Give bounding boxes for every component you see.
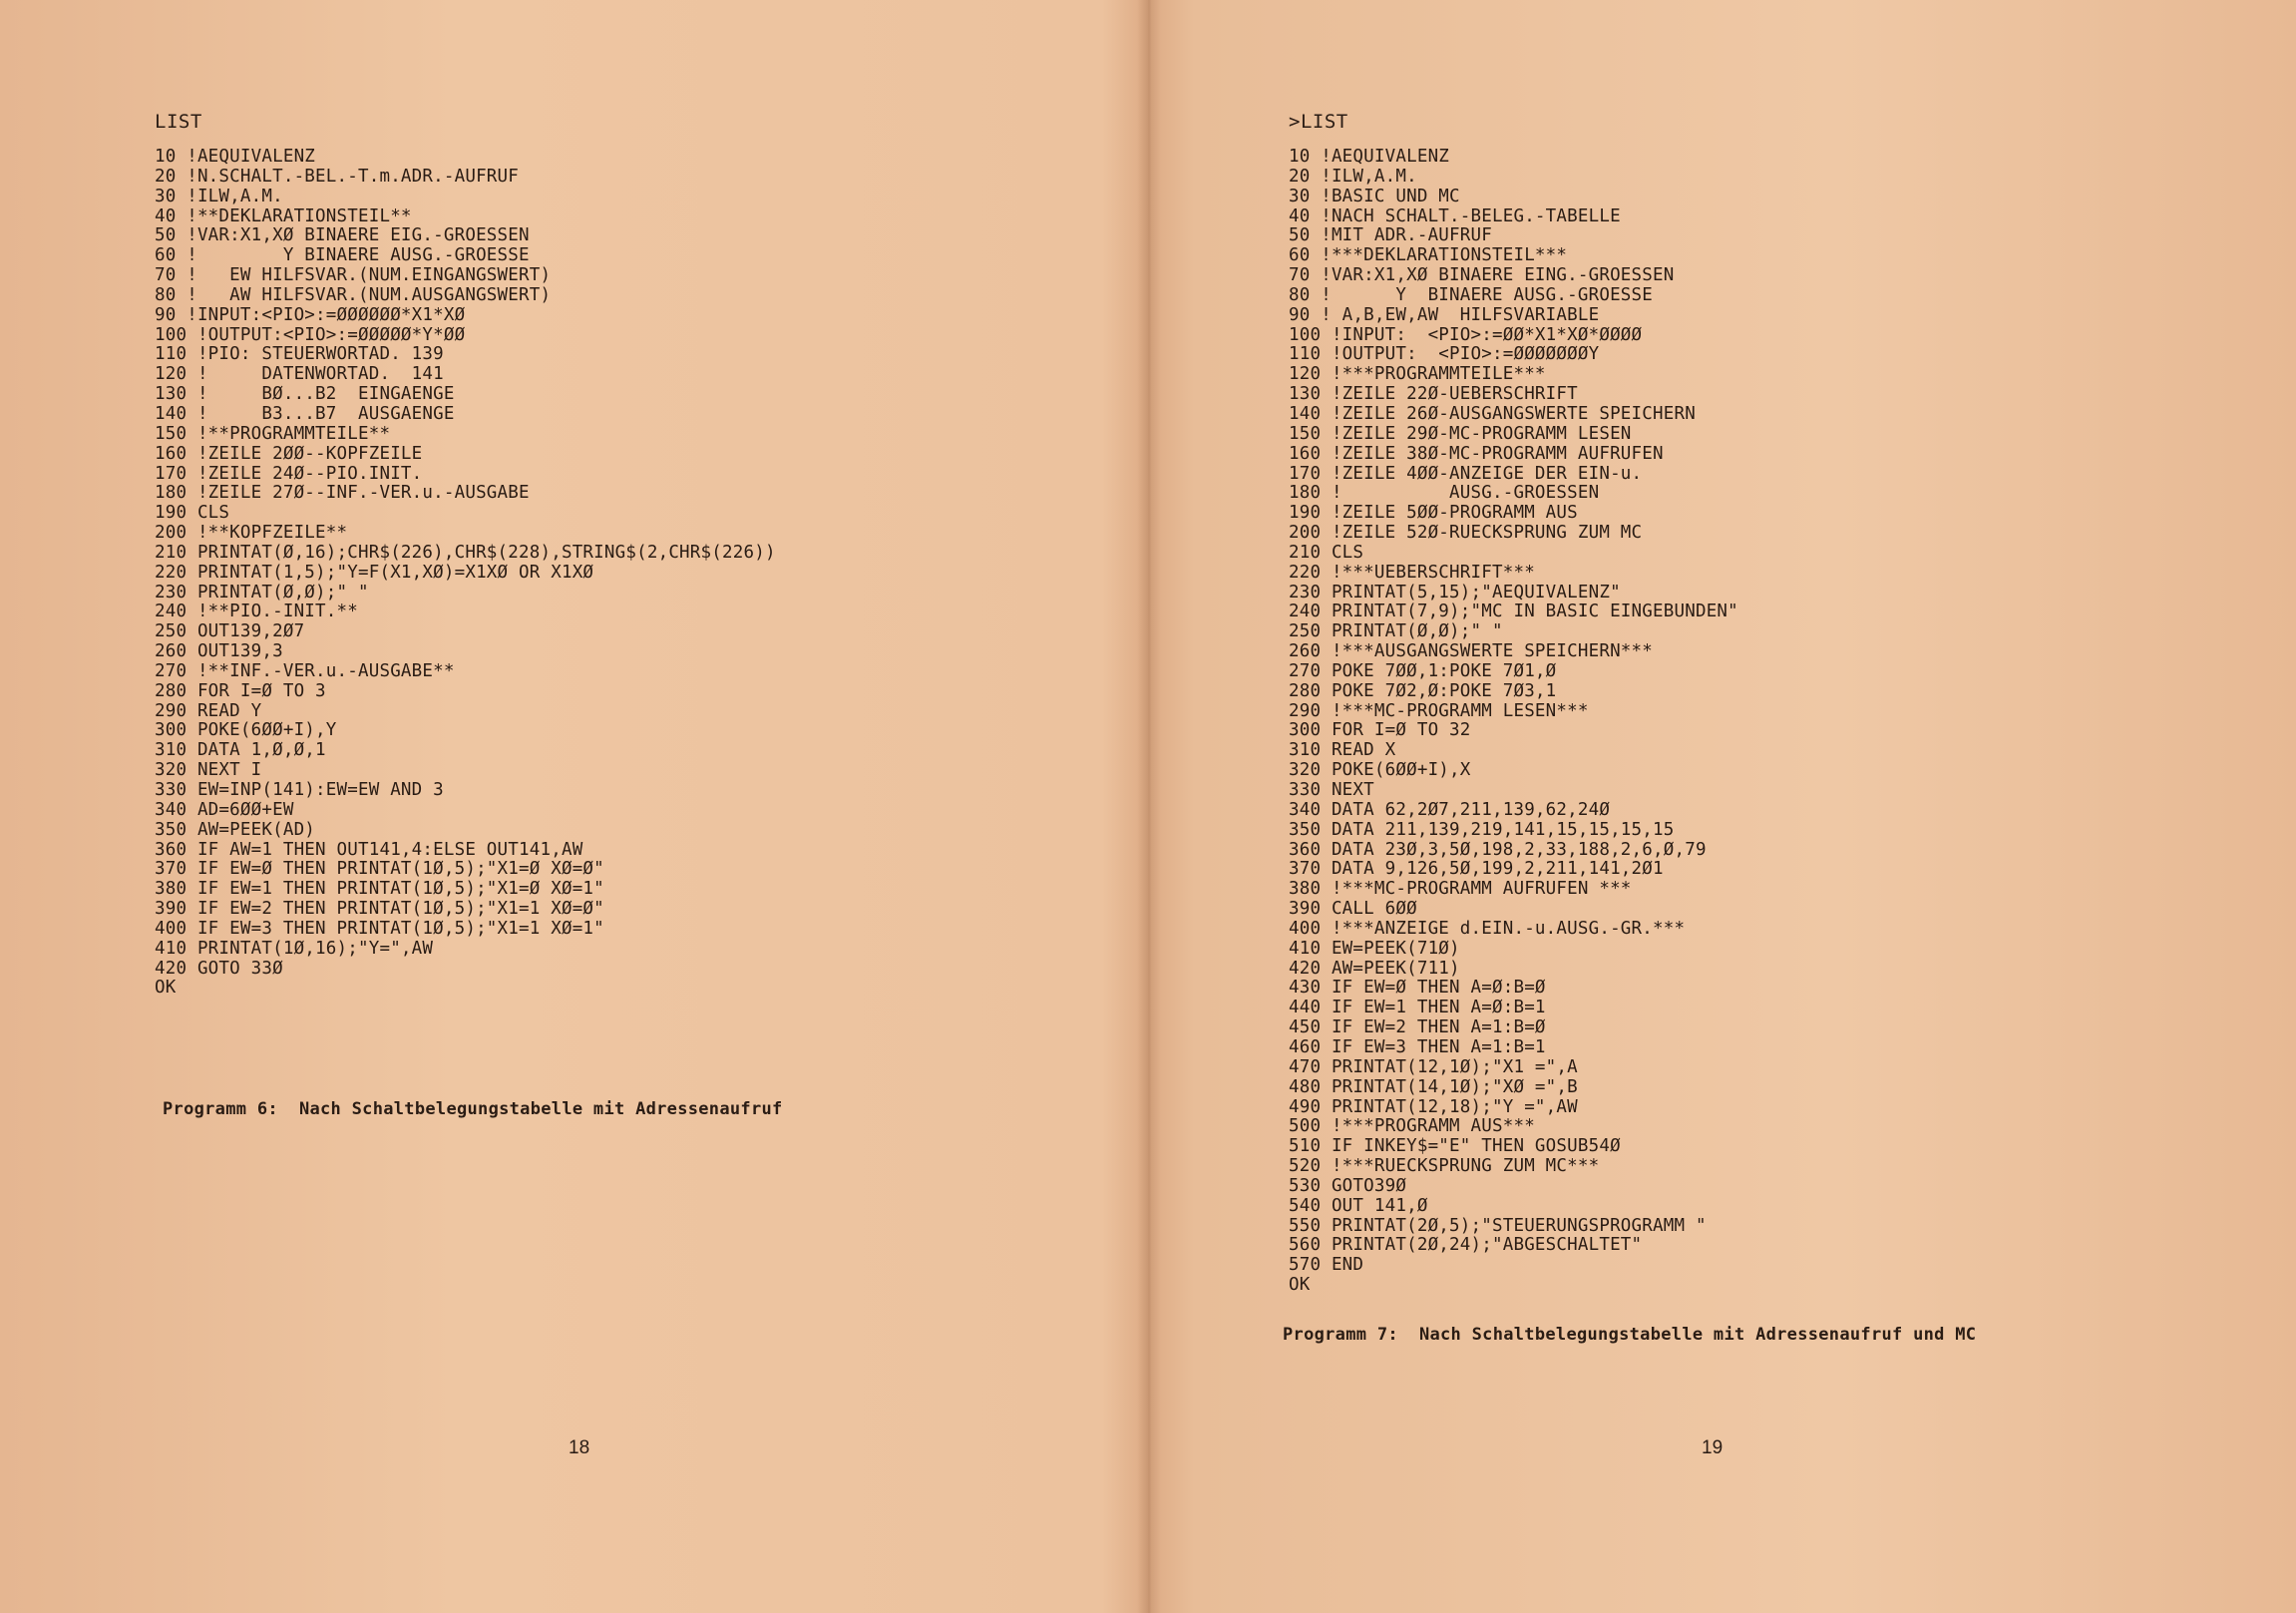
left-list-header: LIST	[155, 111, 202, 133]
code-line: 50 !VAR:X1,XØ BINAERE EIG.-GROESSEN	[155, 225, 530, 246]
code-line: 360 DATA 23Ø,3,5Ø,198,2,33,188,2,6,Ø,79	[1289, 839, 1707, 860]
code-line: 190 !ZEILE 5ØØ-PROGRAMM AUS	[1289, 503, 1578, 524]
code-line: 160 !ZEILE 2ØØ--KOPFZEILE	[155, 443, 423, 464]
code-line: 240 !**PIO.-INIT.**	[155, 602, 358, 622]
code-line: 210 PRINTAT(Ø,16);CHR$(226),CHR$(228),STRING$(2,CHR$(226))	[155, 542, 776, 563]
code-line: 40 !**DEKLARATIONSTEIL**	[155, 205, 412, 226]
code-line: 380 !***MC-PROGRAMM AUFRUFEN ***	[1289, 879, 1632, 900]
code-line: 520 !***RUECKSPRUNG ZUM MC***	[1289, 1156, 1600, 1177]
code-line: 140 !ZEILE 26Ø-AUSGANGSWERTE SPEICHERN	[1289, 403, 1696, 424]
code-line: 180 !ZEILE 27Ø--INF.-VER.u.-AUSGABE	[155, 483, 530, 504]
code-line: 310 DATA 1,Ø,Ø,1	[155, 740, 326, 761]
right-page	[1149, 0, 2296, 1613]
code-line: 60 !***DEKLARATIONSTEIL***	[1289, 245, 1568, 266]
code-line: 490 PRINTAT(12,18);"Y =",AW	[1289, 1096, 1578, 1117]
code-line: 480 PRINTAT(14,1Ø);"XØ =",B	[1289, 1076, 1578, 1097]
code-line: 370 IF EW=Ø THEN PRINTAT(1Ø,5);"X1=Ø XØ=Ø"	[155, 859, 604, 880]
code-line: 130 !ZEILE 22Ø-UEBERSCHRIFT	[1289, 384, 1578, 405]
code-line: 430 IF EW=Ø THEN A=Ø:B=Ø	[1289, 978, 1546, 999]
code-line: 10 !AEQUIVALENZ	[1289, 147, 1450, 167]
code-line: 260 !***AUSGANGSWERTE SPEICHERN***	[1289, 641, 1654, 662]
code-line: 210 CLS	[1289, 542, 1364, 563]
code-line: 570 END	[1289, 1255, 1364, 1276]
code-line: 440 IF EW=1 THEN A=Ø:B=1	[1289, 998, 1546, 1018]
code-line: 350 DATA 211,139,219,141,15,15,15,15	[1289, 819, 1675, 840]
code-line: 160 !ZEILE 38Ø-MC-PROGRAMM AUFRUFEN	[1289, 443, 1664, 464]
code-line: 60 ! Y BINAERE AUSG.-GROESSE	[155, 245, 530, 266]
code-line: 110 !OUTPUT: <PIO>:=ØØØØØØØY	[1289, 344, 1600, 365]
code-line: 320 NEXT I	[155, 760, 262, 781]
code-line: 470 PRINTAT(12,1Ø);"X1 =",A	[1289, 1056, 1578, 1077]
code-line: 70 !VAR:X1,XØ BINAERE EING.-GROESSEN	[1289, 265, 1675, 286]
code-line: 250 PRINTAT(Ø,Ø);" "	[1289, 621, 1503, 642]
code-line: 420 GOTO 33Ø	[155, 958, 283, 979]
code-line: 30 !ILW,A.M.	[155, 186, 283, 206]
code-line: 540 OUT 141,Ø	[1289, 1195, 1428, 1216]
code-line: 340 AD=6ØØ+EW	[155, 799, 294, 820]
right-program-caption: Programm 7: Nach Schaltbelegungstabelle mit Adressenaufruf und MC	[1283, 1325, 1977, 1345]
code-line: 340 DATA 62,2Ø7,211,139,62,24Ø	[1289, 799, 1611, 820]
code-line: 80 ! Y BINAERE AUSG.-GROESSE	[1289, 284, 1654, 305]
left-page-number: 18	[569, 1437, 590, 1458]
code-line: 170 !ZEILE 4ØØ-ANZEIGE DER EIN-u.	[1289, 463, 1643, 484]
code-line: 450 IF EW=2 THEN A=1:B=Ø	[1289, 1017, 1546, 1038]
code-line: 40 !NACH SCHALT.-BELEG.-TABELLE	[1289, 205, 1621, 226]
code-line: 150 !ZEILE 29Ø-MC-PROGRAMM LESEN	[1289, 423, 1632, 444]
code-line: 20 !N.SCHALT.-BEL.-T.m.ADR.-AUFRUF	[155, 166, 520, 187]
code-line: 100 !INPUT: <PIO>:=ØØ*X1*XØ*ØØØØ	[1289, 324, 1643, 345]
right-code-listing	[1289, 148, 1738, 1296]
code-line: 120 ! DATENWORTAD. 141	[155, 364, 444, 385]
code-line: 320 POKE(6ØØ+I),X	[1289, 760, 1471, 781]
code-line: 460 IF EW=3 THEN A=1:B=1	[1289, 1036, 1546, 1057]
code-line: 230 PRINTAT(Ø,Ø);" "	[155, 582, 369, 603]
code-line: 280 POKE 7Ø2,Ø:POKE 7Ø3,1	[1289, 680, 1557, 701]
code-line: 230 PRINTAT(5,15);"AEQUIVALENZ"	[1289, 582, 1621, 603]
code-line: 110 !PIO: STEUERWORTAD. 139	[155, 344, 444, 365]
code-line: 170 !ZEILE 24Ø--PIO.INIT.	[155, 463, 423, 484]
code-line: 280 FOR I=Ø TO 3	[155, 680, 326, 701]
code-line: 310 READ X	[1289, 740, 1396, 761]
code-line: 250 OUT139,2Ø7	[155, 621, 305, 642]
code-line: 270 POKE 7ØØ,1:POKE 7Ø1,Ø	[1289, 660, 1557, 681]
code-line: 300 POKE(6ØØ+I),Y	[155, 720, 337, 741]
right-list-header: >LIST	[1289, 111, 1348, 133]
code-line: 260 OUT139,3	[155, 641, 283, 662]
code-line: 530 GOTO39Ø	[1289, 1175, 1407, 1196]
code-line: 420 AW=PEEK(711)	[1289, 958, 1460, 979]
code-line: 500 !***PROGRAMM AUS***	[1289, 1116, 1535, 1137]
code-line: 390 CALL 6ØØ	[1289, 899, 1417, 920]
code-line: 410 PRINTAT(1Ø,16);"Y=",AW	[155, 938, 434, 959]
left-page	[0, 0, 1147, 1613]
code-line: 390 IF EW=2 THEN PRINTAT(1Ø,5);"X1=1 XØ=Ø"	[155, 899, 604, 920]
code-line: 400 IF EW=3 THEN PRINTAT(1Ø,5);"X1=1 XØ=1"	[155, 918, 604, 939]
code-line: 10 !AEQUIVALENZ	[155, 147, 316, 167]
code-line: 130 ! BØ...B2 EINGAENGE	[155, 384, 455, 405]
code-line: 100 !OUTPUT:<PIO>:=ØØØØØ*Y*ØØ	[155, 324, 466, 345]
code-line: 510 IF INKEY$="E" THEN GOSUB54Ø	[1289, 1136, 1621, 1157]
code-line: 90 ! A,B,EW,AW HILFSVARIABLE	[1289, 304, 1600, 325]
left-program-caption: Programm 6: Nach Schaltbelegungstabelle mit Adressenaufruf	[163, 1099, 783, 1119]
code-line: 150 !**PROGRAMMTEILE**	[155, 423, 391, 444]
code-line: 200 !**KOPFZEILE**	[155, 523, 348, 544]
code-line: 240 PRINTAT(7,9);"MC IN BASIC EINGEBUNDEN"	[1289, 602, 1738, 622]
code-line: 360 IF AW=1 THEN OUT141,4:ELSE OUT141,AW	[155, 839, 583, 860]
code-line: 290 !***MC-PROGRAMM LESEN***	[1289, 700, 1589, 721]
code-line: 370 DATA 9,126,5Ø,199,2,211,141,2Ø1	[1289, 859, 1664, 880]
left-code-listing	[155, 148, 776, 999]
code-line: 400 !***ANZEIGE d.EIN.-u.AUSG.-GR.***	[1289, 918, 1686, 939]
code-line: 290 READ Y	[155, 700, 262, 721]
code-line: OK	[1289, 1275, 1311, 1296]
code-line: 80 ! AW HILFSVAR.(NUM.AUSGANGSWERT)	[155, 284, 552, 305]
code-line: 410 EW=PEEK(71Ø)	[1289, 938, 1460, 959]
code-line: 30 !BASIC UND MC	[1289, 186, 1460, 206]
code-line: 550 PRINTAT(2Ø,5);"STEUERUNGSPROGRAMM "	[1289, 1215, 1707, 1236]
code-line: 120 !***PROGRAMMTEILE***	[1289, 364, 1546, 385]
code-line: 70 ! EW HILFSVAR.(NUM.EINGANGSWERT)	[155, 265, 552, 286]
code-line: 220 PRINTAT(1,5);"Y=F(X1,XØ)=X1XØ OR X1XØ	[155, 562, 594, 583]
code-line: 300 FOR I=Ø TO 32	[1289, 720, 1471, 741]
code-line: 180 ! AUSG.-GROESSEN	[1289, 483, 1600, 504]
code-line: 50 !MIT ADR.-AUFRUF	[1289, 225, 1492, 246]
code-line: 350 AW=PEEK(AD)	[155, 819, 316, 840]
code-line: 20 !ILW,A.M.	[1289, 166, 1417, 187]
code-line: 330 EW=INP(141):EW=EW AND 3	[155, 780, 444, 800]
code-line: 140 ! B3...B7 AUSGAENGE	[155, 403, 455, 424]
right-page-number: 19	[1702, 1437, 1723, 1458]
code-line: 90 !INPUT:<PIO>:=ØØØØØØ*X1*XØ	[155, 304, 466, 325]
code-line: 330 NEXT	[1289, 780, 1374, 800]
code-line: 560 PRINTAT(2Ø,24);"ABGESCHALTET"	[1289, 1235, 1643, 1256]
code-line: 270 !**INF.-VER.u.-AUSGABE**	[155, 660, 455, 681]
code-line: 190 CLS	[155, 503, 230, 524]
code-line: 200 !ZEILE 52Ø-RUECKSPRUNG ZUM MC	[1289, 523, 1643, 544]
code-line: 380 IF EW=1 THEN PRINTAT(1Ø,5);"X1=Ø XØ=1"	[155, 879, 604, 900]
code-line: OK	[155, 978, 177, 999]
code-line: 220 !***UEBERSCHRIFT***	[1289, 562, 1535, 583]
